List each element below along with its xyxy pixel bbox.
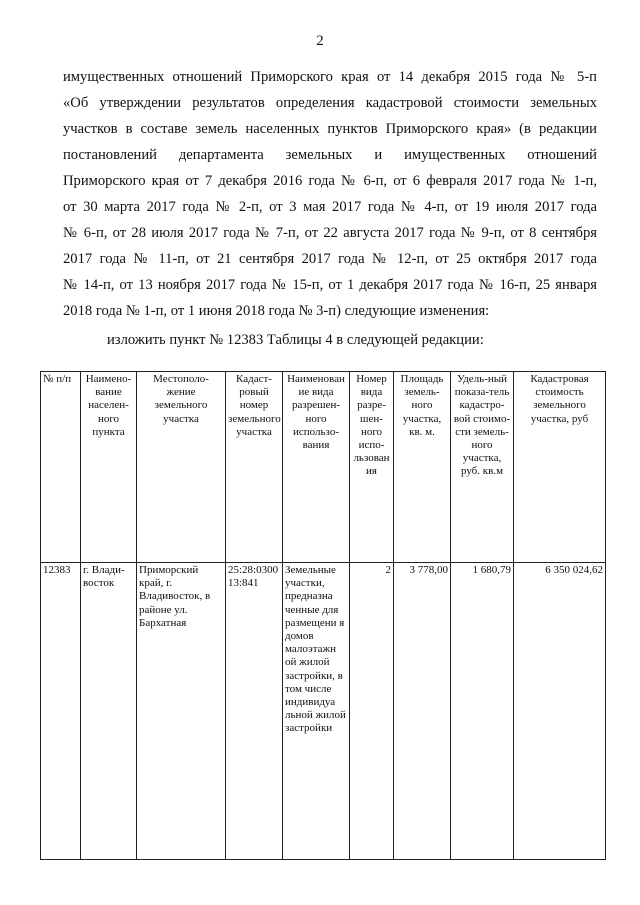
text-line: постановлений департамента земельных и имущественных отношений <box>63 147 597 163</box>
text-line: Приморского края от 7 декабря 2016 года № 6-п, от 6 февраля 2017 года № 1-п, <box>63 173 597 189</box>
text-line: № 14-п, от 13 ноября 2017 года № 15-п, от 1 декабря 2017 года № 16-п, 25 января <box>63 277 597 293</box>
location-cell: Приморский край, г. Владивосток, в районе ул. Бархатная <box>137 563 226 860</box>
cadastral-table <box>40 371 606 860</box>
header-cell: № п/п <box>41 372 81 563</box>
text-line: 2018 года № 1-п, от 1 июня 2018 года № 3-п) следующие изменения: <box>63 303 490 319</box>
text-line: от 30 марта 2017 года № 2-п, от 3 мая 2017 года № 4-п, от 19 июля 2017 года <box>63 199 597 215</box>
cadastral-value-cell: 6 350 024,62 <box>514 563 606 860</box>
instruction-line: изложить пункт № 12383 Таблицы 4 в следующей редакции: <box>107 332 484 348</box>
text-line: 2017 года № 11-п, от 21 сентября 2017 года № 12-п, от 25 октября 2017 года <box>63 251 597 267</box>
area-cell: 3 778,00 <box>394 563 451 860</box>
header-cell: Кадаст-ровый номер земельного участка <box>226 372 283 563</box>
permitted-use-cell: Земельные участки, предназна ченные для размещени я домов малоэтажн ой жилой застройки, в том числе индивидуа льной жилой застройки <box>283 563 350 860</box>
row-number-cell: 12383 <box>41 563 81 860</box>
table-row <box>41 563 606 860</box>
body-paragraph <box>63 64 597 324</box>
cadastral-number-cell: 25:28:0300 13:841 <box>226 563 283 860</box>
header-cell: Наименован ие вида разрешен-ного использо-вания <box>283 372 350 563</box>
header-cell: Кадастровая стоимость земельного участка, руб <box>514 372 606 563</box>
header-cell: Площадь земель-ного участка, кв. м. <box>394 372 451 563</box>
text-line: участков в составе земель населенных пунктов Приморского края» (в редакции <box>63 121 597 137</box>
text-line: № 6-п, от 28 июля 2017 года № 7-п, от 22 августа 2017 года № 9-п, от 8 сентября <box>63 225 597 241</box>
use-type-number-cell: 2 <box>350 563 394 860</box>
text-line: «Об утверждении результатов определения кадастровой стоимости земельных <box>63 95 597 111</box>
specific-value-cell: 1 680,79 <box>451 563 514 860</box>
header-cell: Номер вида разре-шен-ного испо-льзован ия <box>350 372 394 563</box>
text-line: имущественных отношений Приморского края от 14 декабря 2015 года № 5-п <box>63 69 597 85</box>
page-number: 2 <box>316 33 324 49</box>
settlement-cell: г. Влади-восток <box>81 563 137 860</box>
table-header-row <box>41 372 606 563</box>
header-cell: Местополо-жение земельного участка <box>137 372 226 563</box>
header-cell: Удель-ный показа-тель кадастро-вой стоимо-сти земель-ного участка, руб. кв.м <box>451 372 514 563</box>
header-cell: Наимено-вание населен-ного пункта <box>81 372 137 563</box>
